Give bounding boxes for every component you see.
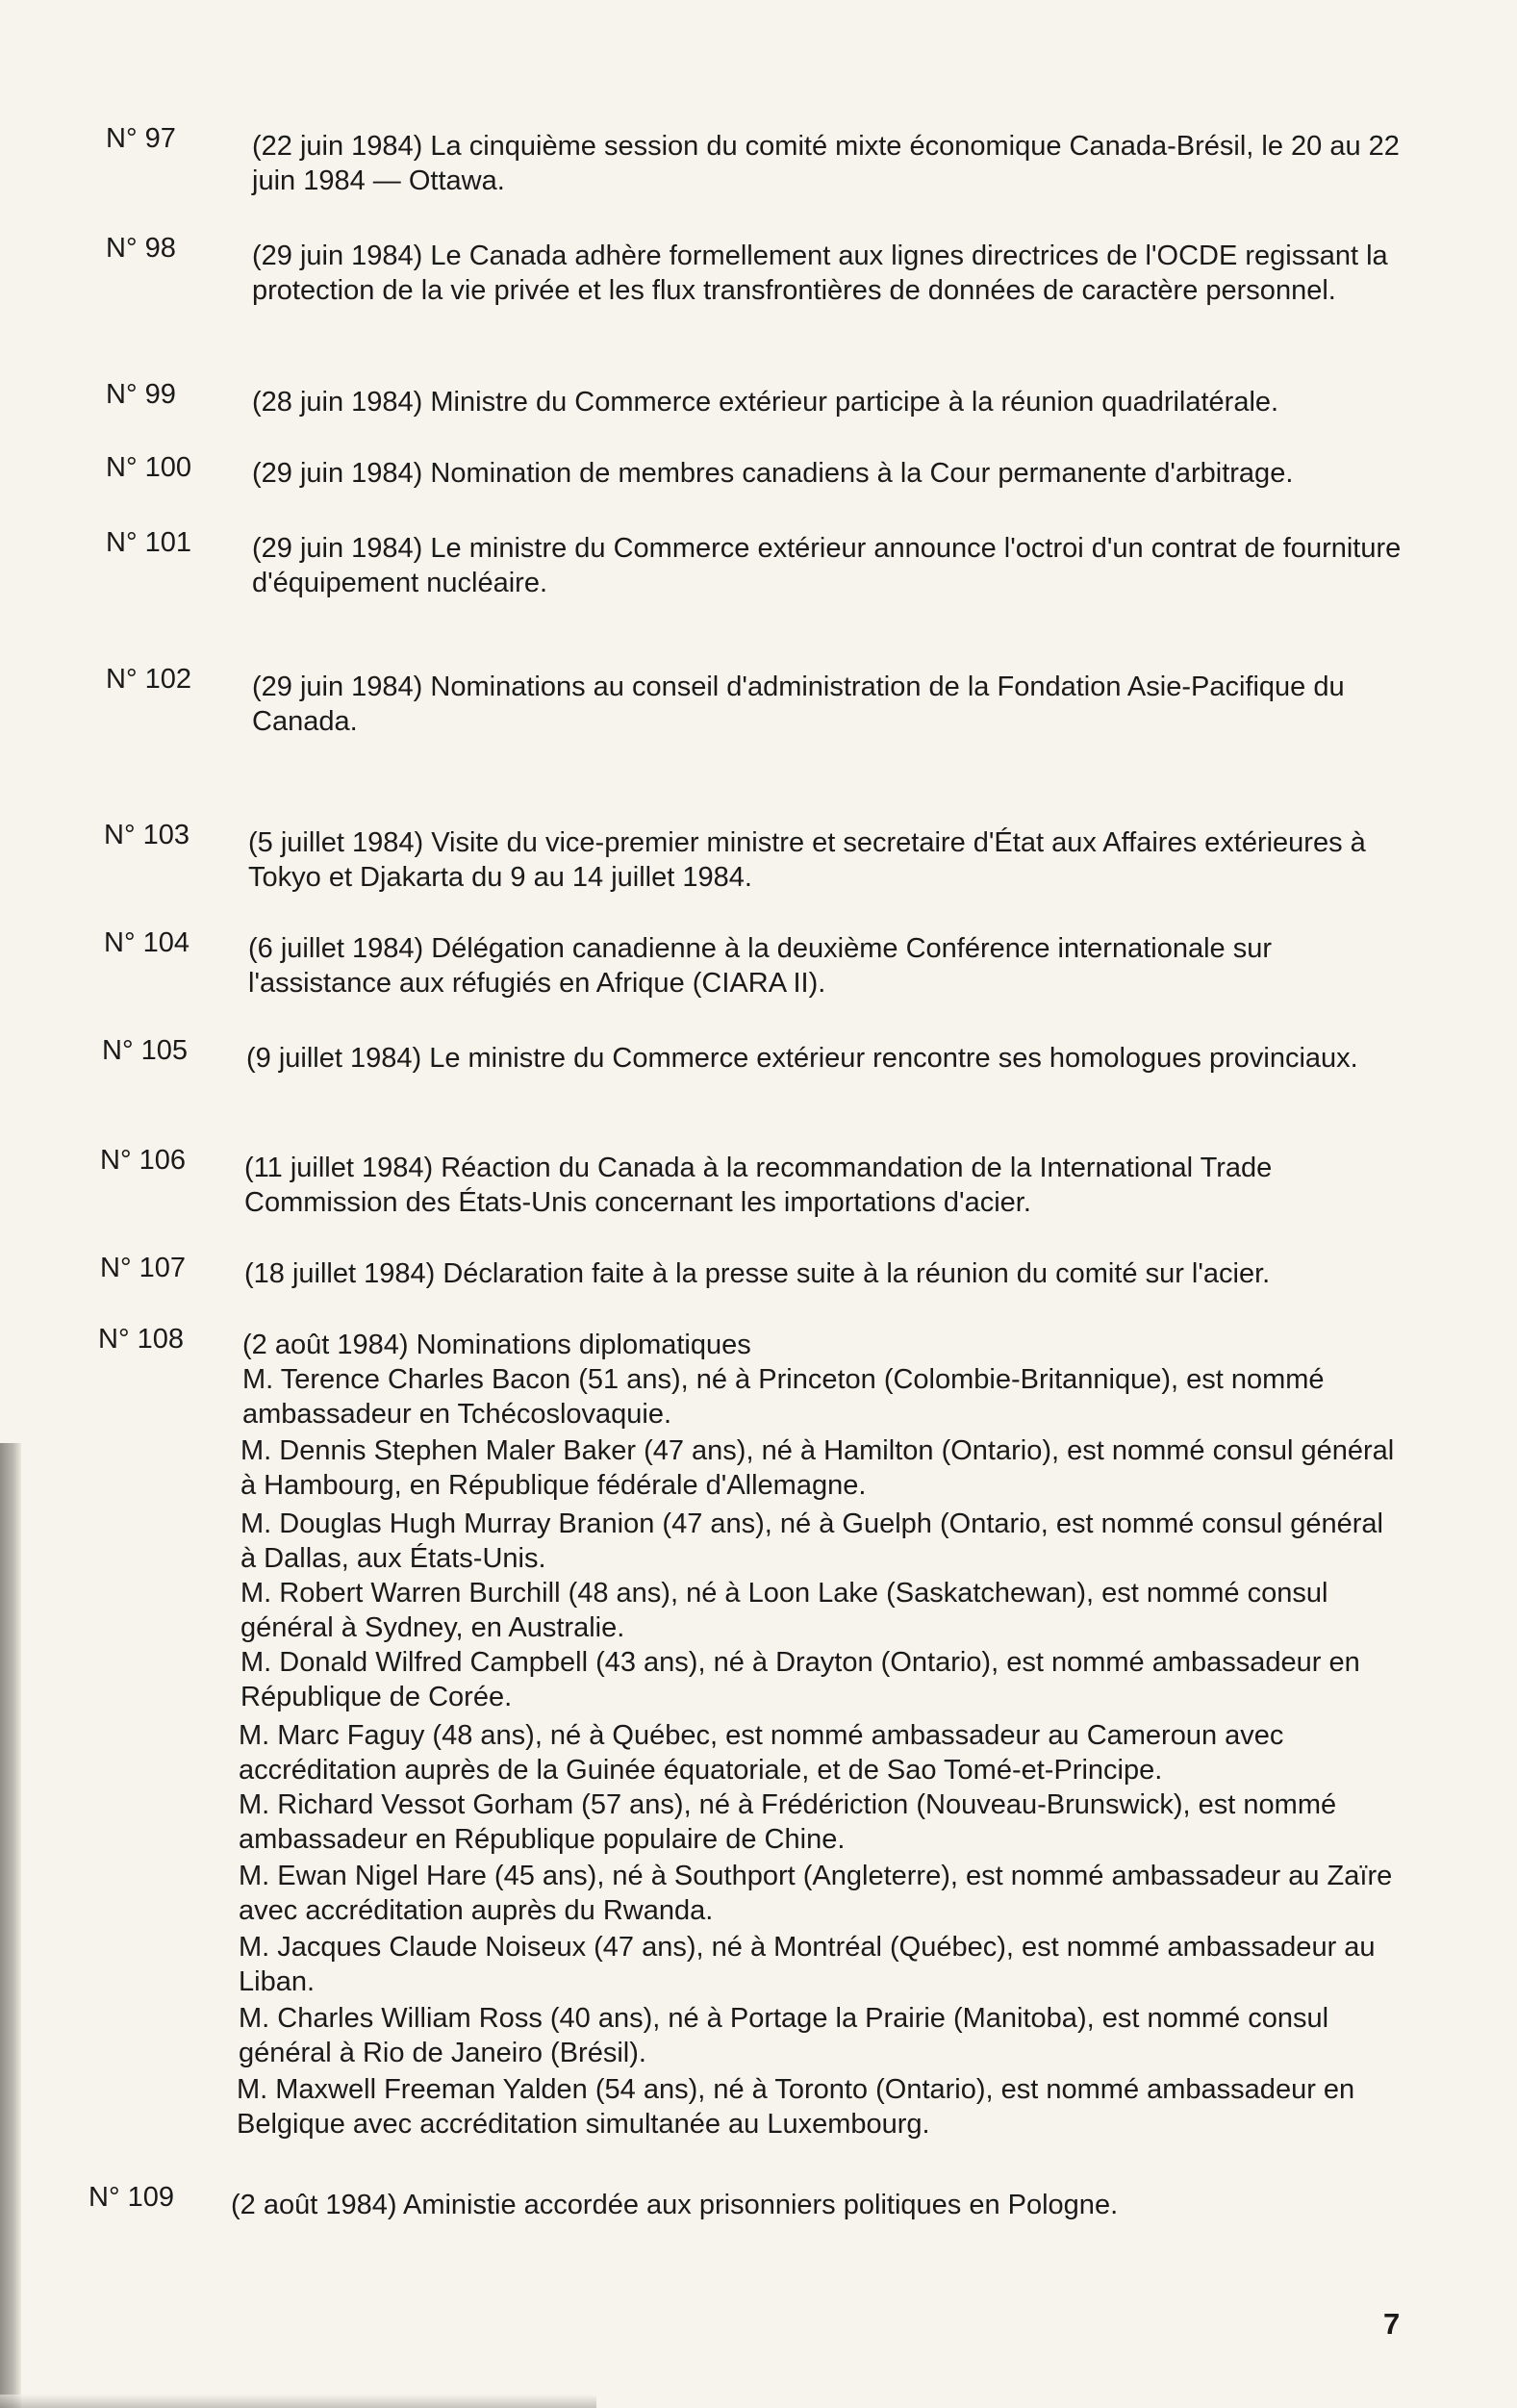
entry-text: (5 juillet 1984) Visite du vice-premier ministre et secretaire d'État aux Affaires extérieures à Tokyo et Djakarta du 9 au 14 juillet 1984. <box>248 827 1366 893</box>
appointment-item: M. Charles William Ross (40 ans), né à Portage la Prairie (Manitoba), est nommé consul général à Rio de Janeiro (Brésil). <box>239 2003 1329 2068</box>
entry-number: N° 105 <box>102 1035 188 1066</box>
entry-text: (29 juin 1984) Le ministre du Commerce extérieur announce l'octroi d'un contrat de fourniture d'équipement nucléaire. <box>252 533 1402 598</box>
appointment-item: M. Marc Faguy (48 ans), né à Québec, est nommé ambassadeur au Cameroun avec accréditation auprès de la Guinée équatoriale, et de Sao Tomé-et-Principe. <box>239 1720 1284 1786</box>
entry-text: (29 juin 1984) Nomination de membres canadiens à la Cour permanente d'arbitrage. <box>252 458 1294 489</box>
entry-number: N° 106 <box>100 1145 186 1176</box>
entry-number: N° 103 <box>104 820 190 850</box>
appointment-item: M. Douglas Hugh Murray Branion (47 ans), né à Guelph (Ontario, est nommé consul général à Dallas, aux États-Unis. <box>240 1508 1383 1574</box>
entry-number: N° 97 <box>106 123 176 154</box>
appointment-item: M. Robert Warren Burchill (48 ans), né à Loon Lake (Saskatchewan), est nommé consul général à Sydney, en Australie. <box>240 1578 1328 1643</box>
scan-bottom-shadow <box>0 2395 596 2408</box>
entry-text: (11 juillet 1984) Réaction du Canada à la recommandation de la International Trade Commission des États-Unis concernant les importations d'acier. <box>244 1153 1273 1218</box>
entry-number: N° 101 <box>106 527 191 558</box>
entry-number: N° 109 <box>88 2182 174 2213</box>
entry-number: N° 107 <box>100 1253 186 1283</box>
appointment-item: M. Ewan Nigel Hare (45 ans), né à Southport (Angleterre), est nommé ambassadeur au Zaïre avec accréditation auprès du Rwanda. <box>239 1861 1393 1926</box>
entry-number: N° 99 <box>106 379 176 410</box>
page-number: 7 <box>1383 2307 1401 2341</box>
scan-edge-shadow <box>0 1443 21 2408</box>
entry-text: (2 août 1984) Nominations diplomatiques <box>242 1330 751 1360</box>
entry-number: N° 102 <box>106 664 191 695</box>
entry-number: N° 108 <box>98 1324 184 1355</box>
appointment-item: M. Maxwell Freeman Yalden (54 ans), né à Toronto (Ontario), est nommé ambassadeur en Belgique avec accréditation simultanée au Luxembourg. <box>237 2074 1355 2140</box>
entry-text: (9 juillet 1984) Le ministre du Commerce extérieur rencontre ses homologues provinciaux. <box>246 1043 1358 1074</box>
entry-number: N° 104 <box>104 927 190 958</box>
entry-number: N° 100 <box>106 452 191 483</box>
entry-number: N° 98 <box>106 233 176 264</box>
entry-text: (2 août 1984) Aministie accordée aux prisonniers politiques en Pologne. <box>231 2190 1119 2220</box>
entry-text: (6 juillet 1984) Délégation canadienne à la deuxième Conférence internationale sur l'assistance aux réfugiés en Afrique (CIARA II). <box>248 933 1273 999</box>
appointment-item: M. Dennis Stephen Maler Baker (47 ans), né à Hamilton (Ontario), est nommé consul général à Hambourg, en République fédérale d'Allemagne. <box>240 1435 1395 1501</box>
entry-text: (29 juin 1984) Nominations au conseil d'administration de la Fondation Asie-Pacifique du Canada. <box>252 672 1345 737</box>
entry-text: (28 juin 1984) Ministre du Commerce extérieur participe à la réunion quadrilatérale. <box>252 387 1279 418</box>
appointment-item: M. Richard Vessot Gorham (57 ans), né à Frédériction (Nouveau-Brunswick), est nommé ambassadeur en République populaire de Chine. <box>239 1789 1337 1855</box>
entry-text: (18 juillet 1984) Déclaration faite à la presse suite à la réunion du comité sur l'acier. <box>244 1258 1271 1289</box>
entry-text: (22 juin 1984) La cinquième session du comité mixte économique Canada-Brésil, le 20 au 22 juin 1984 — Ottawa. <box>252 131 1400 196</box>
appointment-item: M. Terence Charles Bacon (51 ans), né à Princeton (Colombie-Britannique), est nommé ambassadeur en Tchécoslovaquie. <box>242 1364 1325 1430</box>
entry-text: (29 juin 1984) Le Canada adhère formellement aux lignes directrices de l'OCDE regissant la protection de la vie privée et les flux transfrontières de données de caractère personnel. <box>252 241 1388 306</box>
appointment-item: M. Jacques Claude Noiseux (47 ans), né à Montréal (Québec), est nommé ambassadeur au Liban. <box>239 1932 1376 1997</box>
appointment-item: M. Donald Wilfred Campbell (43 ans), né à Drayton (Ontario), est nommé ambassadeur en République de Corée. <box>240 1647 1360 1712</box>
